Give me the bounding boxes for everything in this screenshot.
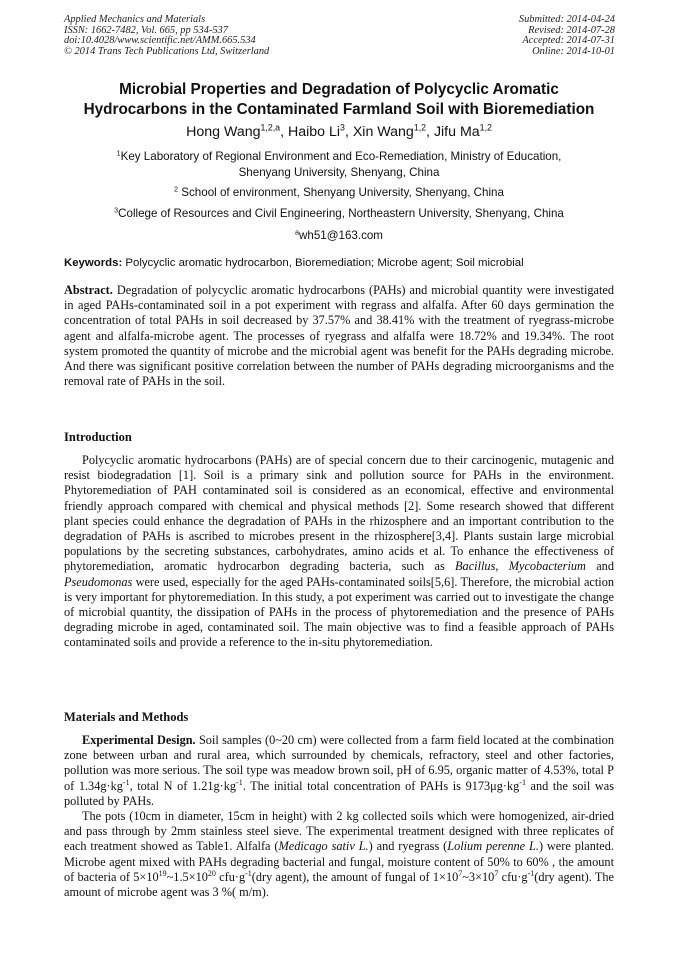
exponent: 7	[494, 869, 499, 879]
affiliation-mark: 1	[116, 148, 121, 158]
exponent: 19	[158, 869, 167, 879]
species-bacillus: Bacillus	[455, 559, 496, 574]
materials-methods-body	[64, 733, 614, 900]
design-text-3: . The initial total concentration of PAHs is 9173μg·kg	[242, 778, 520, 793]
keywords-label: Keywords:	[64, 257, 123, 269]
author-list	[40, 123, 638, 141]
keywords	[64, 256, 524, 270]
experimental-design-label: Experimental Design.	[82, 733, 196, 747]
exponent: -1	[519, 777, 526, 787]
pots-text-2: ) and ryegrass (	[368, 839, 448, 854]
exponent: -1	[236, 777, 243, 787]
design-text-4: and the soil was polluted by PAHs.	[64, 778, 614, 808]
pots-text-4: ~1.5×10	[166, 869, 208, 884]
corresponding-email	[40, 228, 638, 244]
introduction-heading: Introduction	[64, 430, 132, 444]
affiliation-1-line-1: Key Laboratory of Regional Environment and Eco-Remediation, Ministry of Education,	[120, 150, 562, 163]
author-affiliation-mark: 1,2	[413, 122, 427, 133]
paper-title	[40, 80, 638, 119]
species-mycobacterium: Mycobacterium	[508, 559, 586, 574]
revised-date: Revised: 2014-07-28	[528, 24, 615, 36]
exponent: -1	[245, 869, 252, 879]
abstract-label: Abstract.	[64, 283, 113, 297]
affiliation-1-line-2: Shenyang University, Shenyang, China	[238, 165, 440, 179]
species-pseudomonas: Pseudomonas	[64, 574, 133, 589]
intro-separator: ,	[495, 559, 509, 574]
affiliation-2	[40, 185, 638, 201]
author-affiliation-mark: 1,2,a	[260, 122, 281, 133]
introduction-body	[64, 453, 614, 651]
intro-conjunction: and	[585, 559, 614, 574]
author-name: Jifu Ma	[433, 124, 480, 140]
exponent: 20	[207, 869, 216, 879]
intro-text-2: were used, especially for the aged PAHs-contaminated soils[5,6]. Therefore, the microbial action is very important for phytoremediation. In this study, a pot experiment was carried out to investigate the change of microbial quantity, the dissipation of PAHs in the process of phytoremediation and the presence of PAHs degrading microbe in aged, contaminated soil. The main objective was to find a feasible approach of PAHs contaminated soils and provide a reference to the in-situ phytoremediation.	[64, 574, 614, 650]
author-name: Xin Wang	[352, 124, 414, 140]
author-affiliation-mark: 3	[340, 122, 345, 133]
affiliation-2-text: School of environment, Shenyang University, Shenyang, China	[178, 186, 504, 199]
issn: ISSN: 1662-7482, Vol. 665, pp 534-537	[64, 24, 228, 36]
design-text-2: , total N of 1.21g·kg	[129, 778, 237, 793]
exponent: 7	[458, 869, 463, 879]
journal-header-left	[64, 15, 269, 57]
title-line-1: Microbial Properties and Degradation of Polycyclic Aromatic	[119, 81, 559, 98]
design-text-1: Soil samples (0~20 cm) were collected from a farm field located at the combination zone between urban and rural area, which surrounded by chemicals, refractory, steel and other factories, pollution was more serious. The soil type was meadow brown soil, pH of 6.95, organic matter of 4.53%, total P of 1.34g·kg	[64, 733, 614, 793]
affiliation-1	[40, 149, 638, 180]
exponent: -1	[122, 777, 130, 787]
abstract-text: Degradation of polycyclic aromatic hydrocarbons (PAHs) and microbial quantity were investigated in aged PAHs-contaminated soil in a pot experiment with regrass and alfalfa. After 60 days germination the concentration of total PAHs in soil decreased by 37.57% and 38.41% with the treatment of ryegrass-microbe agent and alfalfa-microbe agent. The processes of ryegrass and alfalfa were 18.72% and 19.34%. The root system promoted the quantity of microbe and the microbial agent was benefit for the PAHs degrading microbe. And there was significant positive correlation between the number of PAHs degrading microorganisms and the removal rate of PAHs in the soil.	[64, 283, 614, 389]
affiliation-mark: 3	[114, 205, 119, 215]
author-name: Haibo Li	[287, 124, 341, 140]
affiliation-3	[40, 206, 638, 222]
intro-text-1: Polycyclic aromatic hydrocarbons (PAHs) are of special concern due to their carcinogenic, mutagenic and resist biodegradation [1]. Soil is a primary sink and pollution source for PAHs in the environment. Phytoremediation of PAH contaminated soil is considered as an economical, effective and environmental friendly approach compared with chemical and physical methods [2]. Some research showed that different plant species could enhance the degradation of PAHs in the rhizosphere and an important contribution to the degradation of PAHs is ascribed to microbes present in the rhizosphere[3,4]. Plants sustain large microbial populations by the secreting substances, carbohydrates, amino acids et al. To enhance the effectiveness of phytoremediation, aromatic hydrocarbon degrading bacteria, such as	[64, 453, 614, 574]
journal-name: Applied Mechanics and Materials	[64, 14, 206, 25]
keywords-text: Polycyclic aromatic hydrocarbon, Bioremediation; Microbe agent; Soil microbial	[122, 257, 524, 269]
abstract	[64, 283, 614, 389]
online-date: Online: 2014-10-01	[532, 45, 615, 57]
accepted-date: Accepted: 2014-07-31	[522, 35, 615, 47]
author-separator: ,	[344, 124, 353, 140]
species-medicago: Medicago sativ L.	[278, 839, 369, 854]
species-lolium: Lolium perenne L.	[447, 839, 539, 854]
email-mark: a	[295, 227, 300, 237]
email-address: wh51@163.com	[299, 229, 383, 242]
affiliation-mark: 2	[174, 184, 179, 194]
journal-header-right	[519, 15, 615, 57]
pots-text-9: (dry agent). The amount of microbe agent was 3 %( m/m).	[64, 869, 614, 900]
pots-text-3: ) were planted. Microbe agent mixed with PAHs degrading bacterial and fungal, moisture content of 50% to 60% , the amount of bacteria of 5×10	[64, 839, 614, 884]
exponent: -1	[527, 869, 535, 879]
copyright: © 2014 Trans Tech Publications Ltd, Switzerland	[64, 45, 270, 57]
materials-methods-heading: Materials and Methods	[64, 710, 189, 724]
author-name: Hong Wang	[186, 124, 261, 140]
pots-text-5: cfu·g	[215, 869, 246, 884]
author-separator: ,	[280, 124, 288, 140]
affiliation-3-text: College of Resources and Civil Engineering, Northeastern University, Shenyang, China	[118, 207, 564, 220]
doi: doi:10.4028/www.scientific.net/AMM.665.534	[64, 35, 256, 47]
pots-text-8: cfu·g	[498, 869, 528, 884]
submitted-date: Submitted: 2014-04-24	[518, 14, 615, 25]
title-line-2: Hydrocarbons in the Contaminated Farmland Soil with Bioremediation	[83, 100, 595, 118]
pots-text-7: ~3×10	[462, 869, 495, 884]
pots-text-1: The pots (10cm in diameter, 15cm in height) with 2 kg collected soils which were homogenized, air-dried and pass through by 2mm stainless steel sieve. The experimental treatment designed with three replicates of each treatment showed as Table1. Alfalfa (	[64, 809, 614, 854]
author-affiliation-mark: 1,2	[479, 122, 492, 133]
author-separator: ,	[426, 124, 434, 140]
pots-text-6: (dry agent), the amount of fungal of 1×10	[251, 869, 459, 884]
